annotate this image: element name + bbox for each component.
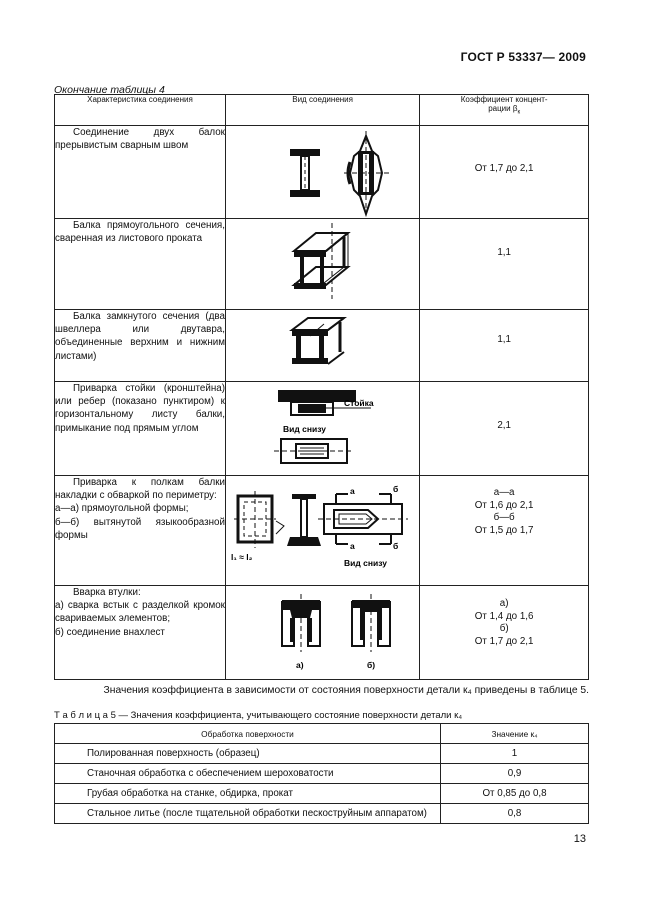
row-figure xyxy=(225,476,419,586)
row-description: Приварка стойки (кронштейна) или ребер (показано пунктиром) к горизонтальному листу балки, примыкание под прямым углом xyxy=(55,382,226,476)
table-row xyxy=(55,804,589,824)
table-row xyxy=(55,476,589,586)
variant-b-label: б) xyxy=(366,660,376,670)
row-treatment: Грубая обработка на станке, обдирка, прокат xyxy=(55,784,441,804)
row-figure xyxy=(225,310,419,382)
row-value: а—а От 1,6 до 2,1 б—б От 1,5 до 1,7 xyxy=(420,476,589,586)
variant-a-label: а) xyxy=(295,660,304,670)
coef-header-sub: к xyxy=(517,109,521,116)
row-figure xyxy=(225,126,419,219)
row-value: 0,8 xyxy=(441,804,589,824)
table-row xyxy=(55,744,589,764)
dims-label: l₁ ≈ l₂ xyxy=(230,552,253,562)
bottom-view-label: Вид снизу xyxy=(282,424,326,434)
row-description: Балка прямоугольного сечения, сваренная из листового проката xyxy=(55,219,226,310)
table-row xyxy=(55,219,589,310)
row-value: 1,1 xyxy=(420,310,589,382)
table5-caption: Т а б л и ц а 5 — Значения коэффициента, учитывающего состояние поверхности детали к₄ xyxy=(54,710,463,721)
post-label: Стойка xyxy=(343,398,374,408)
section-b-label-bottom: б xyxy=(392,541,399,551)
bushing-welding-drawing xyxy=(226,586,421,679)
table-row xyxy=(55,310,589,382)
row-description: Приварка к полкам балки накладки с обваркой по периметру: а—а) прямоугольной формы; б—б) вытянутой языкообразной формы xyxy=(55,476,226,586)
closed-section-beam-drawing xyxy=(226,310,421,381)
row-figure xyxy=(225,219,419,310)
table-row xyxy=(55,382,589,476)
two-beams-intermittent-weld-drawing xyxy=(226,126,421,218)
standard-header: ГОСТ Р 53337— 2009 xyxy=(460,50,586,64)
table-header-row xyxy=(55,95,589,126)
rectangular-section-beam-drawing xyxy=(226,219,421,309)
col-header-value: Значение к₄ xyxy=(441,724,589,744)
row-value: 0,9 xyxy=(441,764,589,784)
row-value: 1,1 xyxy=(420,219,589,310)
col-header-treatment: Обработка поверхности xyxy=(55,724,441,744)
table4-caption: Окончание таблицы 4 xyxy=(54,84,165,96)
table-header-row xyxy=(55,724,589,744)
overlay-welding-drawing xyxy=(226,476,421,585)
paragraph-text: Значения коэффициента в зависимости от состояния поверхности детали к₄ приведены в таблице 5. xyxy=(103,685,589,696)
page-number: 13 xyxy=(573,833,586,845)
coef-header-line2: рации β xyxy=(488,104,518,113)
col-header-view: Вид соединения xyxy=(225,95,419,126)
row-treatment: Стальное литье (после тщательной обработки пескоструйным аппаратом) xyxy=(55,804,441,824)
coef-header-line1: Коэффициент концент- xyxy=(460,95,548,104)
row-figure xyxy=(225,382,419,476)
row-description: Соединение двух балок прерывистым сварным швом xyxy=(55,126,226,219)
table-row xyxy=(55,586,589,680)
section-a-label-bottom: а xyxy=(349,541,355,551)
table-5 xyxy=(54,723,589,824)
post-welding-drawing xyxy=(226,382,421,475)
table-row xyxy=(55,764,589,784)
row-figure xyxy=(225,586,419,680)
row-treatment: Станочная обработка с обеспечением шероховатости xyxy=(55,764,441,784)
table-row xyxy=(55,126,589,219)
section-a-label: а xyxy=(349,486,355,496)
row-description: Балка замкнутого сечения (два швеллера или двутавра, объединенные верхним и нижним листами) xyxy=(55,310,226,382)
row-description: Вварка втулки: а) сварка встык с разделкой кромок свариваемых элементов; б) соединение внахлест xyxy=(55,586,226,680)
row-treatment: Полированная поверхность (образец) xyxy=(55,744,441,764)
row-value: От 1,7 до 2,1 xyxy=(420,126,589,219)
row-value: От 0,85 до 0,8 xyxy=(441,784,589,804)
col-header-coefficient xyxy=(420,95,589,126)
row-value: 2,1 xyxy=(420,382,589,476)
bottom-view-label: Вид снизу xyxy=(343,558,387,568)
col-header-characteristic: Характеристика соединения xyxy=(55,95,226,126)
table-row xyxy=(55,784,589,804)
row-value: 1 xyxy=(441,744,589,764)
row-value: а) От 1,4 до 1,6 б) От 1,7 до 2,1 xyxy=(420,586,589,680)
section-b-label: б xyxy=(392,484,399,494)
table-4 xyxy=(54,94,589,680)
